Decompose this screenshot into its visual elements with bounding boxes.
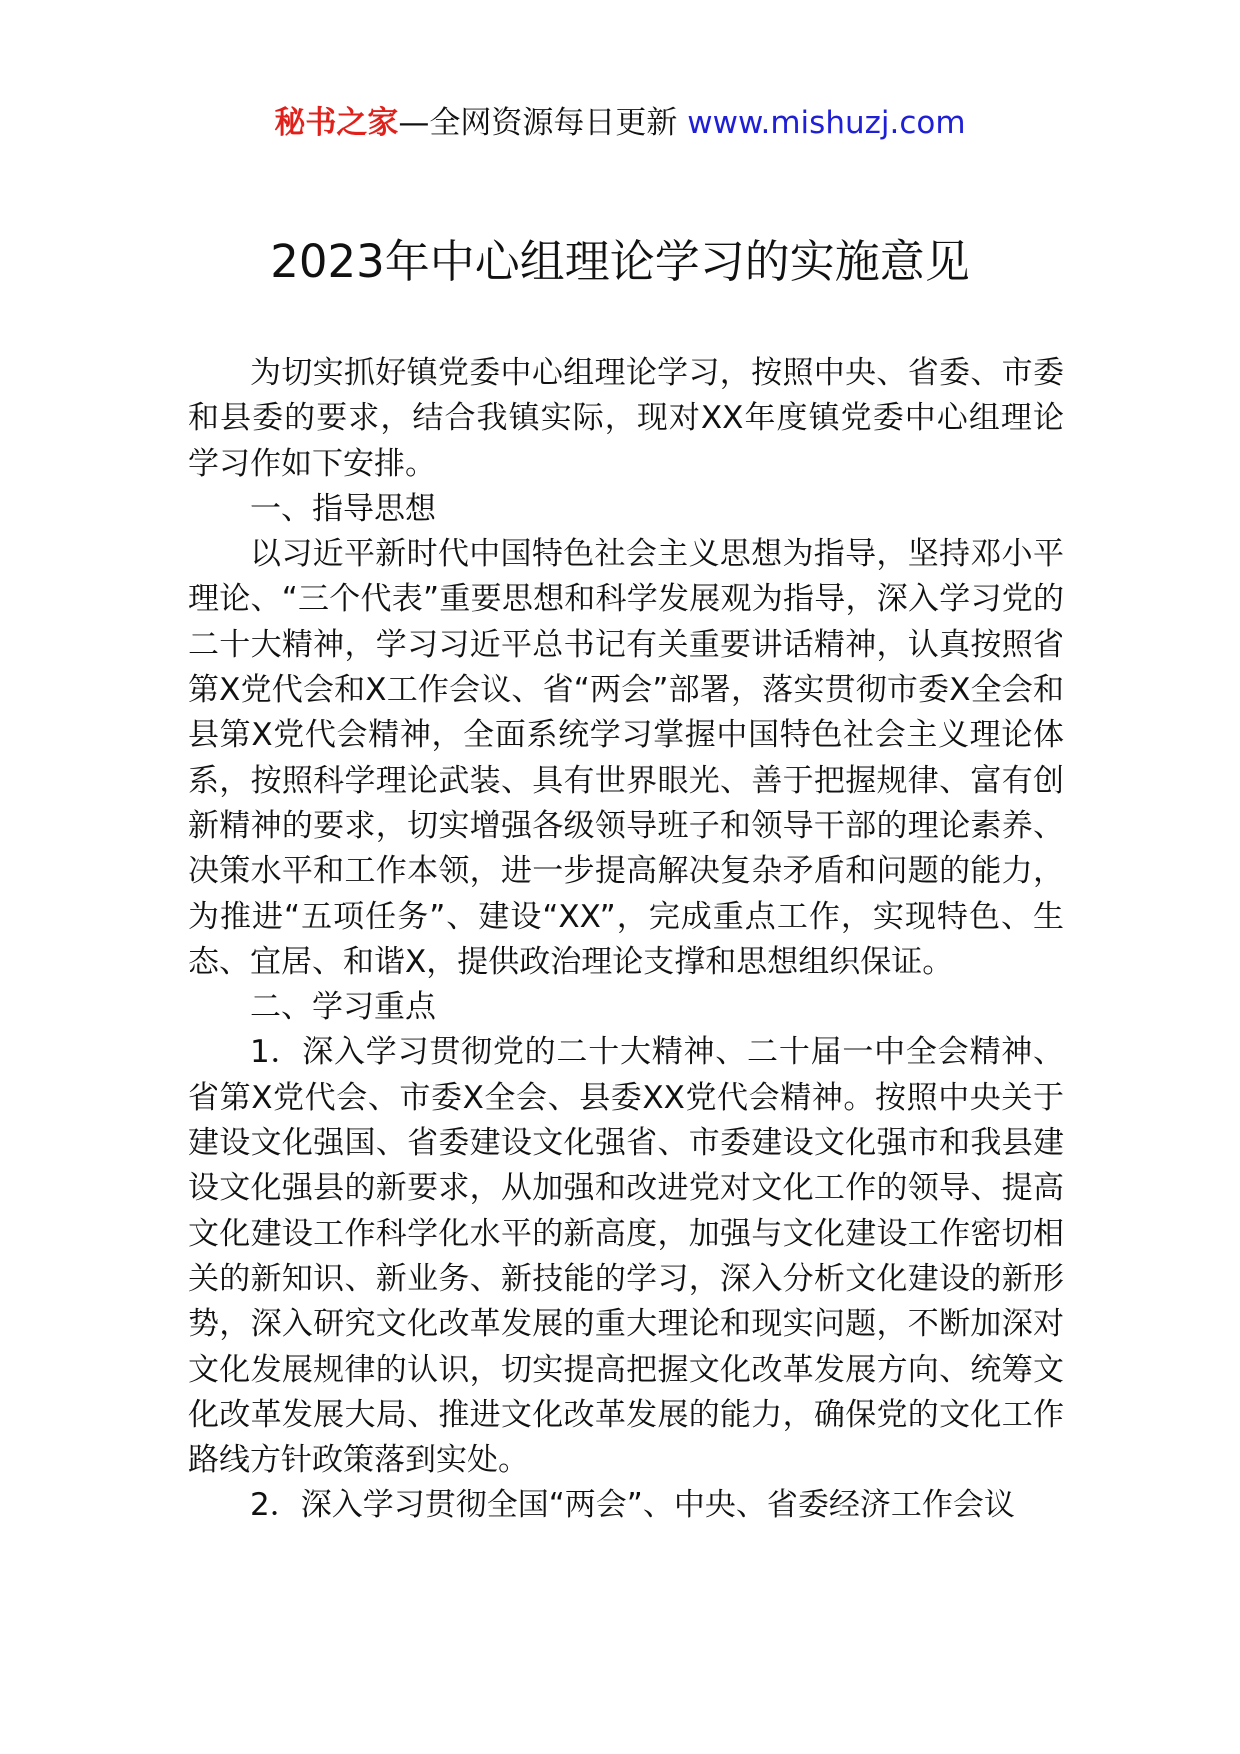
study-focus-item-1: 1．深入学习贯彻党的二十大精神、二十届一中全会精神、省第X党代会、市委X全会、县委XX党代会精神。按照中央关于建设文化强国、省委建设文化强省、市委建设文化强市和我县建设文化强县的新要求，从加强和改进党对文化工作的领导、提高文化建设工作科学化水平的新高度，加强与文化建设工作密切相关的新知识、新业务、新技能的学习，深入分析文化建设的新形势，深入研究文化改革发展的重大理论和现实问题，不断加深对文化发展规律的认识，切实提高把握文化改革发展方向、统筹文化改革发展大局、推进文化改革发展的能力，确保党的文化工作路线方针政策落到实处。 xyxy=(188,1034,1064,1479)
site-url[interactable]: www.mishuzj.com xyxy=(687,105,966,141)
header-tagline: —全网资源每日更新 xyxy=(398,105,688,141)
document-title: 2023年中心组理论学习的实施意见 xyxy=(270,235,970,288)
header-banner xyxy=(0,102,1240,144)
document-body xyxy=(188,351,1064,1529)
study-focus-item-2: 2．深入学习贯彻全国“两会”、中央、省委经济工作会议 xyxy=(250,1487,1015,1524)
brand-name: 秘书之家 xyxy=(274,105,399,141)
section-heading-study-focus: 二、学习重点 xyxy=(250,989,436,1026)
intro-paragraph: 为切实抓好镇党委中心组理论学习，按照中央、省委、市委和县委的要求，结合我镇实际，现对XX年度镇党委中心组理论学习作如下安排。 xyxy=(188,355,1064,482)
guiding-ideology-paragraph: 以习近平新时代中国特色社会主义思想为指导，坚持邓小平理论、“三个代表”重要思想和科学发展观为指导，深入学习党的二十大精神，学习习近平总书记有关重要讲话精神，认真按照省第X党代会和X工作会议、省“两会”部署，落实贯彻市委X全会和县第X党代会精神，全面系统学习掌握中国特色社会主义理论体系，按照科学理论武装、具有世界眼光、善于把握规律、富有创新精神的要求，切实增强各级领导班子和领导干部的理论素养、决策水平和工作本领，进一步提高解决复杂矛盾和问题的能力，为推进“五项任务”、建设“XX”，完成重点工作，实现特色、生态、宜居、和谐X，提供政治理论支撑和思想组织保证。 xyxy=(188,536,1064,980)
section-heading-guiding-ideology: 一、指导思想 xyxy=(250,490,436,527)
